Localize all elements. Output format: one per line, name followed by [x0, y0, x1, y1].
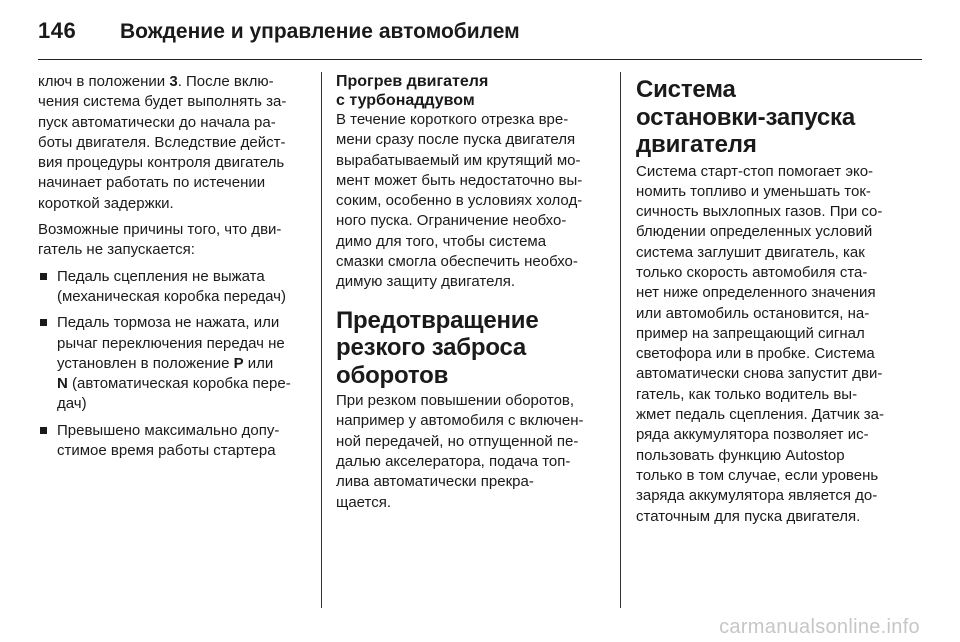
column-1 — [38, 72, 310, 467]
paragraph-start-continuation: ключ в положении 3. После вклю- чения система будет выполнять за- пуск автоматически до начала ра- боты двигателя. Вследствие дейст- вия процедуры контроля двигатель начинает работать по истечении короткой задержки. — [38, 73, 287, 212]
page-header — [38, 18, 520, 48]
column-3 — [636, 72, 908, 533]
list-item: Превышено максимально допу- стимое время работы стартера — [38, 421, 310, 462]
list-item: Педаль тормоза не нажата, или рычаг переключения передач не установлен в положение P или N (автоматическая коробка пере- дач) — [38, 313, 310, 414]
bullet-square-icon — [40, 427, 47, 434]
gear-position-p: P — [233, 354, 244, 372]
column-divider-2 — [620, 72, 621, 608]
watermark-text: carmanualsonline.info — [719, 616, 920, 638]
paragraph-overrev-prevention: При резком повышении оборотов, например у автомобиля с включен- ной передачей, но отпущенной пе- далью акселератора, подача топ- лива автоматически прекра- щается. — [336, 392, 584, 511]
page-number: 146 — [38, 18, 77, 43]
bullet-square-icon — [40, 273, 47, 280]
header-divider — [38, 59, 922, 60]
column-divider-1 — [321, 72, 322, 608]
paragraph-possible-causes: Возможные причины того, что дви- гатель не запускается: — [38, 221, 282, 259]
page-title: Вождение и управление автомобилем — [120, 20, 520, 43]
key-position-3: 3 — [169, 73, 178, 90]
heading-overrev-prevention: Предотвращение резкого заброса оборотов — [336, 306, 539, 389]
gear-position-n: N — [57, 375, 68, 393]
heading-stop-start-system: Система остановки-запуска двигателя — [636, 76, 855, 158]
paragraph-turbo-warmup: В течение короткого отрезка вре- мени сразу после пуска двигателя вырабатываемый им крутящий мо- мент может быть недостаточно вы- соким, особенно в условиях холод- ного пуска. Ограничение необхо- димо для того, чтобы система смазки смогла обеспечить необхо- димую защиту двигателя. — [336, 111, 583, 291]
bullet-square-icon — [40, 319, 47, 326]
paragraph-stop-start-system: Система старт-стоп помогает эко- номить топливо и уменьшать ток- сичность выхлопных газов. При со- блюдении определенных условий система заглушит двигатель, как только скорость автомобиля ста- нет ниже определенного значения или автомобиль остановится, на- пример на запрещающий сигнал светофора или в пробке. Система автоматически снова запустит дви- гатель, как только водитель вы- жмет педаль сцепления. Датчик за- ряда аккумулятора позволяет ис- пользовать функцию Autostop только в том случае, если уровень заряда аккумулятора является до- статочным для пуска двигателя. — [636, 162, 884, 525]
subheading-turbo-warmup: Прогрев двигателя с турбонаддувом — [336, 73, 489, 109]
list-item: Педаль сцепления не выжата (механическая коробка передач) — [38, 267, 310, 308]
column-2 — [336, 72, 606, 519]
